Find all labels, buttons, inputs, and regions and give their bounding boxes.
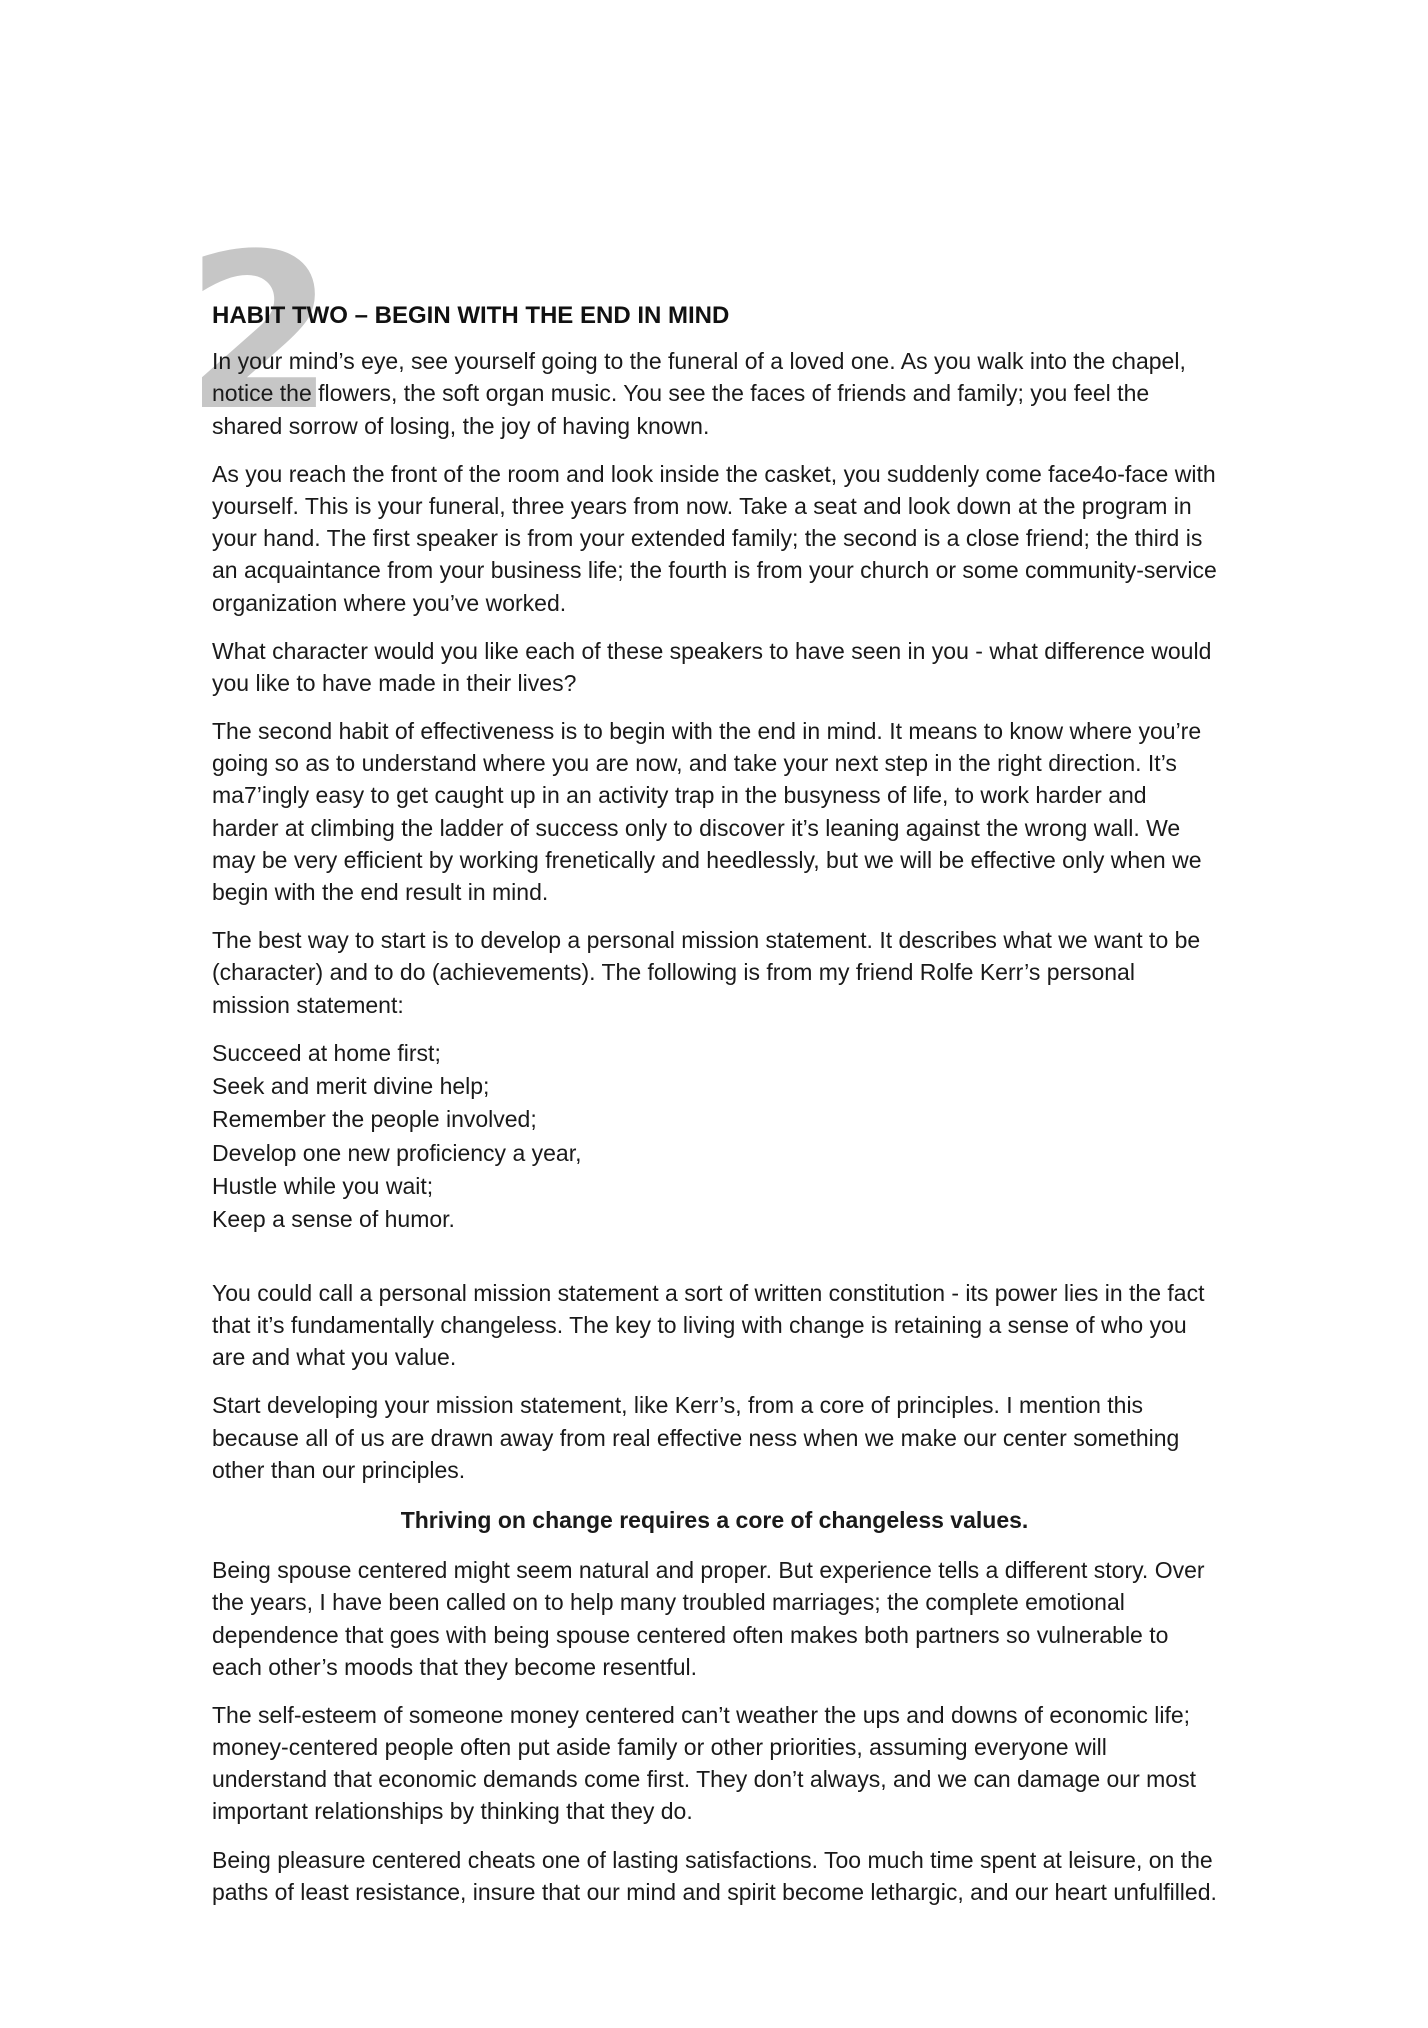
body-paragraph: The second habit of effectiveness is to begin with the end in mind. It means to know where you’re going so as to understand where you are now, and take your next step in the right direction. It’s ma7’ingly easy to get caught up in an activity trap in the busyness of life, to work harder and harder at climbing the ladder of success only to discover it’s leaning against the wrong wall. We may be very efficient by working frenetically and heedlessly, but we will be effective only when we begin with the end result in mind. bbox=[212, 718, 1202, 905]
chapter-heading: HABIT TWO – BEGIN WITH THE END IN MIND bbox=[212, 302, 730, 329]
mission-statement-line: Succeed at home first; bbox=[212, 1039, 441, 1066]
body-paragraph: Start developing your mission statement, like Kerr’s, from a core of principles. I mention this because all of us are drawn away from real effective ness when we make our center something other than our principles. bbox=[212, 1392, 1180, 1483]
body-paragraph: Being pleasure centered cheats one of lasting satisfactions. Too much time spent at leisure, on the paths of least resistance, insure that our mind and spirit become lethargic, and our heart unfulfilled. bbox=[212, 1846, 1217, 1905]
callout-heading: Thriving on change requires a core of changeless values. bbox=[400, 1506, 1029, 1533]
mission-statement-line: Hustle while you wait; bbox=[212, 1173, 434, 1200]
mission-statement-line: Remember the people involved; bbox=[212, 1106, 537, 1133]
mission-statement-line: Keep a sense of humor. bbox=[212, 1206, 455, 1233]
body-paragraph: The self-esteem of someone money centered can’t weather the ups and downs of economic life; money-centered people often put aside family or other priorities, assuming everyone will understand that economic demands come first. They don’t always, and we can damage our most important relationships by thinking that they do. bbox=[212, 1701, 1196, 1825]
page-content bbox=[212, 300, 1217, 1924]
mission-statement-line: Seek and merit divine help; bbox=[212, 1073, 490, 1100]
body-paragraph: What character would you like each of these speakers to have seen in you - what difference would you like to have made in their lives? bbox=[212, 637, 1212, 696]
body-paragraph: You could call a personal mission statement a sort of written constitution - its power lies in the fact that it’s fundamentally changeless. The key to living with change is retaining a sense of who you are and what you value. bbox=[212, 1279, 1205, 1371]
body-paragraph: The best way to start is to develop a personal mission statement. It describes what we want to be (character) and to do (achievements). The following is from my friend Rolfe Kerr’s personal mission statement: bbox=[212, 927, 1201, 1018]
body-paragraph: In your mind’s eye, see yourself going to the funeral of a loved one. As you walk into the chapel, notice the flowers, the soft organ music. You see the faces of friends and family; you feel the shared sorrow of losing, the joy of having known. bbox=[212, 348, 1186, 439]
mission-statement-line: Develop one new proficiency a year, bbox=[212, 1139, 582, 1166]
chapter-number-watermark: 2 bbox=[185, 207, 329, 458]
body-paragraph: Being spouse centered might seem natural and proper. But experience tells a different story. Over the years, I have been called on to help many troubled marriages; the complete emotional dependence that goes with being spouse centered often makes both partners so vulnerable to each other’s moods that they become resentful. bbox=[212, 1557, 1205, 1680]
mission-statement-list bbox=[212, 1037, 1217, 1237]
body-paragraph: As you reach the front of the room and look inside the casket, you suddenly come face4o-face with yourself. This is your funeral, three years from now. Take a seat and look down at the program in your hand. The first speaker is from your extended family; the second is a close friend; the third is an acquaintance from your business life; the fourth is from your church or some community-service organization where you’ve worked. bbox=[212, 460, 1217, 616]
